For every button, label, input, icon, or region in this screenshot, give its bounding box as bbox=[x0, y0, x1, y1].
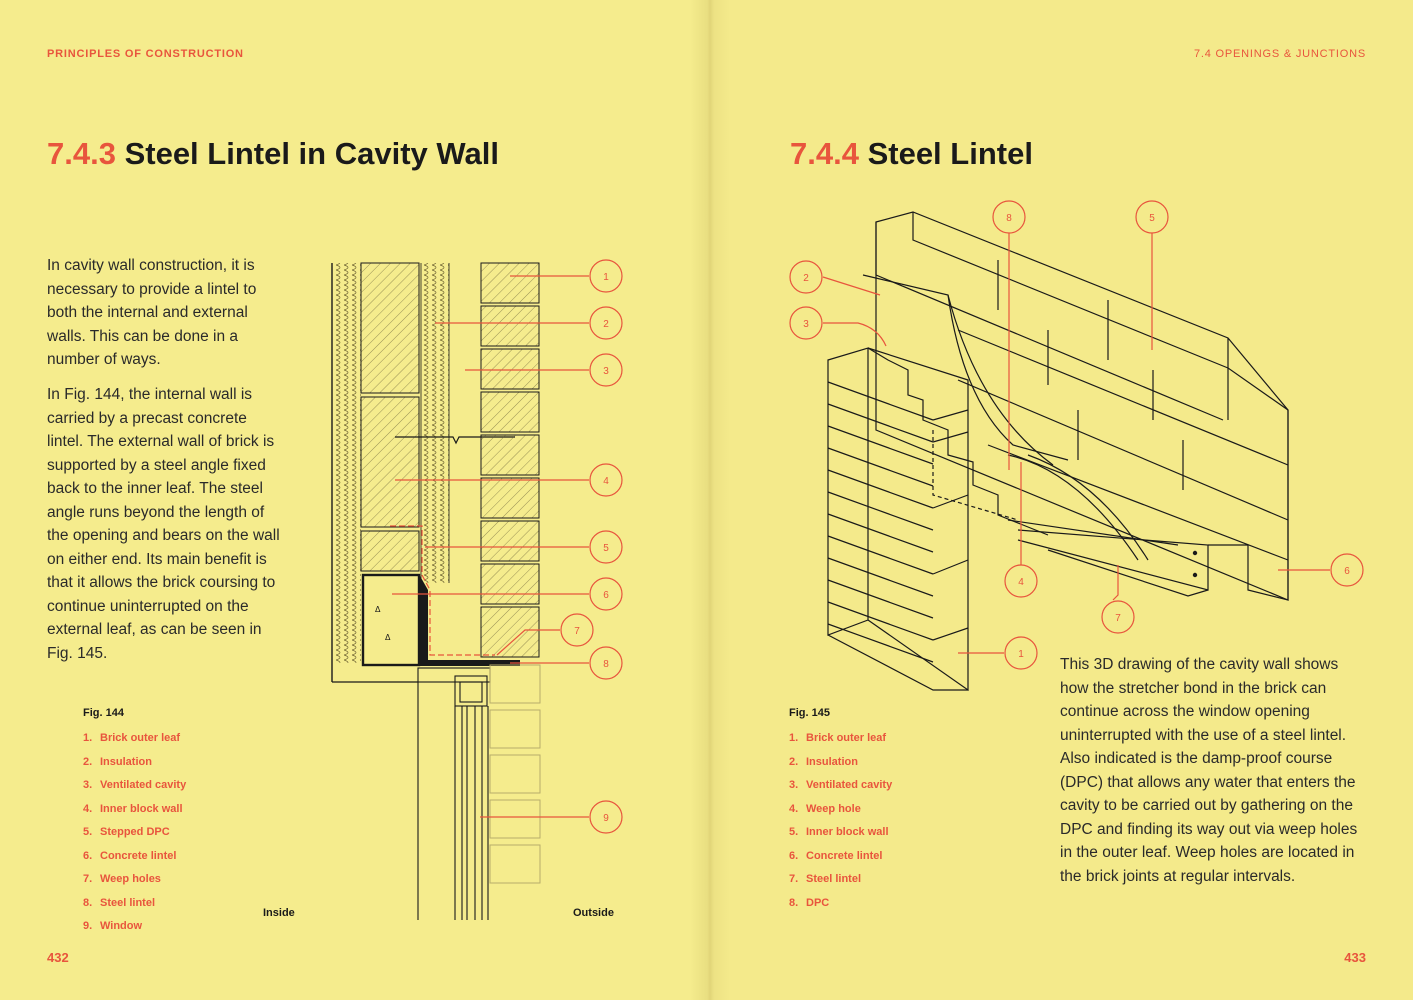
legend-item: 1. Brick outer leaf bbox=[83, 732, 181, 744]
legend-item: 7. Weep holes bbox=[83, 873, 161, 885]
figure-title: Fig. 145 bbox=[789, 707, 830, 719]
callout-1 bbox=[590, 260, 622, 292]
legend-item: 3. Ventilated cavity bbox=[789, 779, 893, 791]
svg-text:7: 7 bbox=[1115, 613, 1121, 624]
svg-text:7: 7 bbox=[574, 626, 580, 637]
page-number-left: 432 bbox=[47, 950, 69, 965]
legend-item: 6. Concrete lintel bbox=[789, 849, 883, 862]
svg-text:8: 8 bbox=[603, 659, 609, 670]
svg-text:6: 6 bbox=[603, 590, 609, 601]
legend-item: 8. Steel lintel bbox=[83, 896, 156, 909]
description-paragraph: This 3D drawing of the cavity wall shows how the stretcher bond in the brick can continue across the window opening uninterrupted with the use of a steel lintel. Also indicated is the damp-proof course (DPC) that allows any water that enters the cavity to be carried out by gathering on the DPC and finding its way out via weep holes in the outer leaf. Weep holes are located in the brick joints at regular intervals. bbox=[1060, 656, 1358, 885]
svg-text:2: 2 bbox=[603, 319, 609, 330]
legend-item: 2. Insulation bbox=[789, 755, 858, 768]
figure-title: Fig. 144 bbox=[83, 707, 124, 719]
callout-7 bbox=[1102, 601, 1134, 633]
legend-item: 2. Insulation bbox=[83, 755, 152, 768]
svg-text:1: 1 bbox=[1018, 649, 1024, 660]
callout-3 bbox=[590, 354, 622, 386]
svg-text:1: 1 bbox=[603, 272, 609, 283]
inside-label: Inside bbox=[263, 907, 295, 919]
intro-paragraph: In cavity wall construction, it is necessary to provide a lintel to both the internal and external walls. This can be done in a number of ways. bbox=[47, 257, 257, 368]
callout-1 bbox=[1005, 637, 1037, 669]
figure-legend bbox=[789, 727, 892, 915]
svg-text:4: 4 bbox=[603, 476, 609, 487]
svg-text:5: 5 bbox=[603, 543, 609, 554]
svg-text:6: 6 bbox=[1344, 566, 1350, 577]
detail-paragraph: In Fig. 144, the internal wall is carried by a precast concrete lintel. The external wall of brick is supported by a steel angle fixed back to the inner leaf. The steel angle runs beyond the length of the opening and bears on the wall on either end. Its main benefit is that it allows the brick coursing to continue uninterrupted on the external leaf, as can be seen in Fig. 145. bbox=[47, 386, 280, 662]
callout-4 bbox=[1005, 565, 1037, 597]
legend-item: 6. Concrete lintel bbox=[83, 849, 177, 862]
section-title: Steel Lintel bbox=[867, 136, 1033, 171]
legend-item: 9. Window bbox=[83, 920, 143, 932]
legend-item: 4. Inner block wall bbox=[83, 802, 183, 815]
svg-text:4: 4 bbox=[1018, 577, 1024, 588]
legend-item: 3. Ventilated cavity bbox=[83, 779, 187, 791]
svg-text:Δ: Δ bbox=[375, 605, 381, 614]
callout-5 bbox=[1136, 201, 1168, 233]
running-head-right: 7.4 OPENINGS & JUNCTIONS bbox=[1193, 48, 1366, 60]
legend-item: 4. Weep hole bbox=[789, 802, 861, 815]
legend-item: 1. Brick outer leaf bbox=[789, 732, 887, 744]
callout-9 bbox=[590, 801, 622, 833]
svg-text:5: 5 bbox=[1149, 213, 1155, 224]
svg-text:8: 8 bbox=[1006, 213, 1012, 224]
legend-item: 5. Inner block wall bbox=[789, 826, 889, 838]
svg-text:3: 3 bbox=[603, 366, 609, 377]
section-number: 7.4.3 bbox=[47, 136, 116, 171]
outside-label: Outside bbox=[573, 907, 614, 919]
figure-legend bbox=[83, 727, 186, 939]
svg-text:3: 3 bbox=[803, 319, 809, 330]
figure-key-145 bbox=[789, 707, 892, 915]
legend-item: 8. DPC bbox=[789, 896, 830, 909]
right-page bbox=[708, 0, 1413, 1000]
callout-4 bbox=[590, 464, 622, 496]
callout-7 bbox=[561, 614, 593, 646]
callout-5 bbox=[590, 531, 622, 563]
svg-text:2: 2 bbox=[803, 273, 809, 284]
section-number: 7.4.4 bbox=[790, 136, 859, 171]
legend-item: 5. Stepped DPC bbox=[83, 826, 170, 838]
page-number-right: 433 bbox=[1344, 950, 1366, 965]
svg-text:9: 9 bbox=[603, 813, 609, 824]
callout-6 bbox=[590, 578, 622, 610]
legend-item: 7. Steel lintel bbox=[789, 873, 862, 885]
callout-6 bbox=[1331, 554, 1363, 586]
section-title: Steel Lintel in Cavity Wall bbox=[124, 136, 499, 171]
callout-3 bbox=[790, 307, 822, 339]
callout-8 bbox=[993, 201, 1025, 233]
running-head-left: PRINCIPLES OF CONSTRUCTION bbox=[47, 48, 244, 60]
figure-key-144 bbox=[83, 707, 186, 939]
callout-2 bbox=[790, 261, 822, 293]
svg-text:Δ: Δ bbox=[385, 633, 391, 642]
book-gutter-shadow bbox=[690, 0, 730, 1000]
callout-8 bbox=[590, 647, 622, 679]
callout-2 bbox=[590, 307, 622, 339]
